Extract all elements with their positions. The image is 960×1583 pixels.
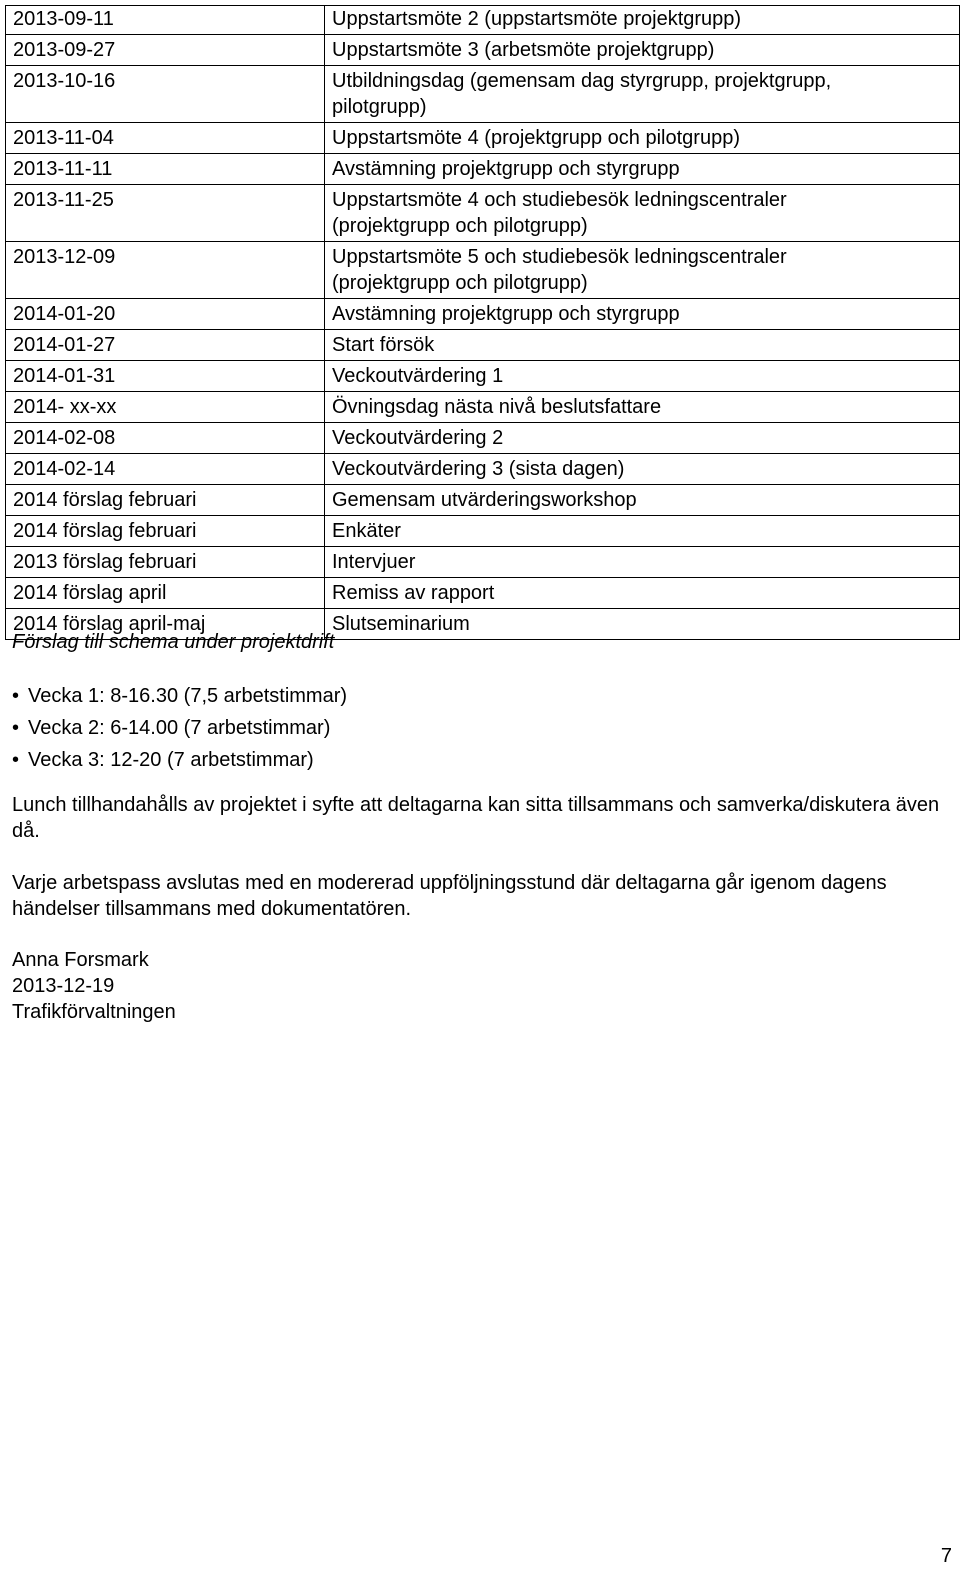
schedule-activity: Uppstartsmöte 4 och studiebesök ledningscentraler (projektgrupp och pilotgrupp)	[325, 185, 960, 242]
schedule-activity: Veckoutvärdering 1	[325, 361, 960, 392]
signature-block	[12, 947, 176, 1025]
schedule-row	[6, 35, 960, 66]
schedule-activity: Uppstartsmöte 2 (uppstartsmöte projektgrupp)	[325, 6, 960, 35]
schedule-row	[6, 578, 960, 609]
week-item	[12, 712, 347, 744]
schedule-row	[6, 154, 960, 185]
schedule-row	[6, 423, 960, 454]
schedule-date: 2014-01-31	[6, 361, 325, 392]
session-paragraph: Varje arbetspass avslutas med en modererad uppföljningsstund där deltagarna går igenom dagens händelser tillsammans med dokumentatören.	[12, 872, 887, 920]
week-text: Vecka 2: 6-14.00 (7 arbetstimmar)	[28, 717, 331, 739]
week-list	[12, 680, 347, 776]
schedule-activity: Övningsdag nästa nivå beslutsfattare	[325, 392, 960, 423]
schedule-date: 2013-11-11	[6, 154, 325, 185]
week-text: Vecka 3: 12-20 (7 arbetstimmar)	[28, 749, 314, 771]
schedule-row	[6, 66, 960, 123]
schedule-row	[6, 185, 960, 242]
page-number: 7	[940, 1545, 952, 1567]
schedule-activity: Avstämning projektgrupp och styrgrupp	[325, 299, 960, 330]
schedule-activity: Avstämning projektgrupp och styrgrupp	[325, 154, 960, 185]
schedule-date: 2013 förslag februari	[6, 547, 325, 578]
schedule-date: 2013-12-09	[6, 242, 325, 299]
signature-name: Anna Forsmark	[12, 949, 149, 971]
week-text: Vecka 1: 8-16.30 (7,5 arbetstimmar)	[28, 685, 348, 707]
schedule-activity: Slutseminarium	[325, 609, 960, 640]
schedule-activity: Uppstartsmöte 4 (projektgrupp och pilotgrupp)	[325, 123, 960, 154]
schedule-date: 2014 förslag april	[6, 578, 325, 609]
schedule-date: 2014 förslag februari	[6, 516, 325, 547]
signature-org: Trafikförvaltningen	[12, 1001, 176, 1023]
schedule-activity: Start försök	[325, 330, 960, 361]
schedule-date: 2013-11-25	[6, 185, 325, 242]
schedule-date: 2013-11-04	[6, 123, 325, 154]
schedule-activity: Gemensam utvärderingsworkshop	[325, 485, 960, 516]
schedule-activity: Utbildningsdag (gemensam dag styrgrupp, projektgrupp, pilotgrupp)	[325, 66, 960, 123]
schedule-row	[6, 547, 960, 578]
schedule-activity: Uppstartsmöte 3 (arbetsmöte projektgrupp)	[325, 35, 960, 66]
schedule-row	[6, 242, 960, 299]
schedule-body	[6, 6, 960, 640]
schedule-date: 2014- xx-xx	[6, 392, 325, 423]
schedule-date: 2013-09-11	[6, 6, 325, 35]
signature-date: 2013-12-19	[12, 975, 115, 997]
schedule-activity: Uppstartsmöte 5 och studiebesök ledningscentraler (projektgrupp och pilotgrupp)	[325, 242, 960, 299]
schedule-date: 2014-02-08	[6, 423, 325, 454]
schedule-activity: Intervjuer	[325, 547, 960, 578]
week-item	[12, 680, 347, 712]
schedule-table	[5, 5, 960, 640]
proposal-heading: Förslag till schema under projektdrift	[12, 631, 335, 653]
schedule-row	[6, 454, 960, 485]
week-item	[12, 744, 347, 776]
schedule-activity: Enkäter	[325, 516, 960, 547]
schedule-row	[6, 516, 960, 547]
schedule-date: 2014-02-14	[6, 454, 325, 485]
schedule-activity: Remiss av rapport	[325, 578, 960, 609]
schedule-date: 2014 förslag april-maj	[6, 609, 325, 640]
schedule-row	[6, 361, 960, 392]
schedule-row	[6, 485, 960, 516]
lunch-paragraph: Lunch tillhandahålls av projektet i syfte att deltagarna kan sitta tillsammans och samverka/diskutera även då.	[12, 794, 940, 842]
schedule-activity: Veckoutvärdering 2	[325, 423, 960, 454]
schedule-date: 2014 förslag februari	[6, 485, 325, 516]
schedule-activity: Veckoutvärdering 3 (sista dagen)	[325, 454, 960, 485]
schedule-row	[6, 299, 960, 330]
schedule-row	[6, 6, 960, 35]
schedule-date: 2013-09-27	[6, 35, 325, 66]
bullet-icon: •	[12, 717, 20, 739]
schedule-row	[6, 330, 960, 361]
bullet-icon: •	[12, 749, 20, 771]
schedule-date: 2013-10-16	[6, 66, 325, 123]
schedule-date: 2014-01-27	[6, 330, 325, 361]
bullet-icon: •	[12, 685, 20, 707]
schedule-row	[6, 392, 960, 423]
schedule-date: 2014-01-20	[6, 299, 325, 330]
schedule-row	[6, 123, 960, 154]
